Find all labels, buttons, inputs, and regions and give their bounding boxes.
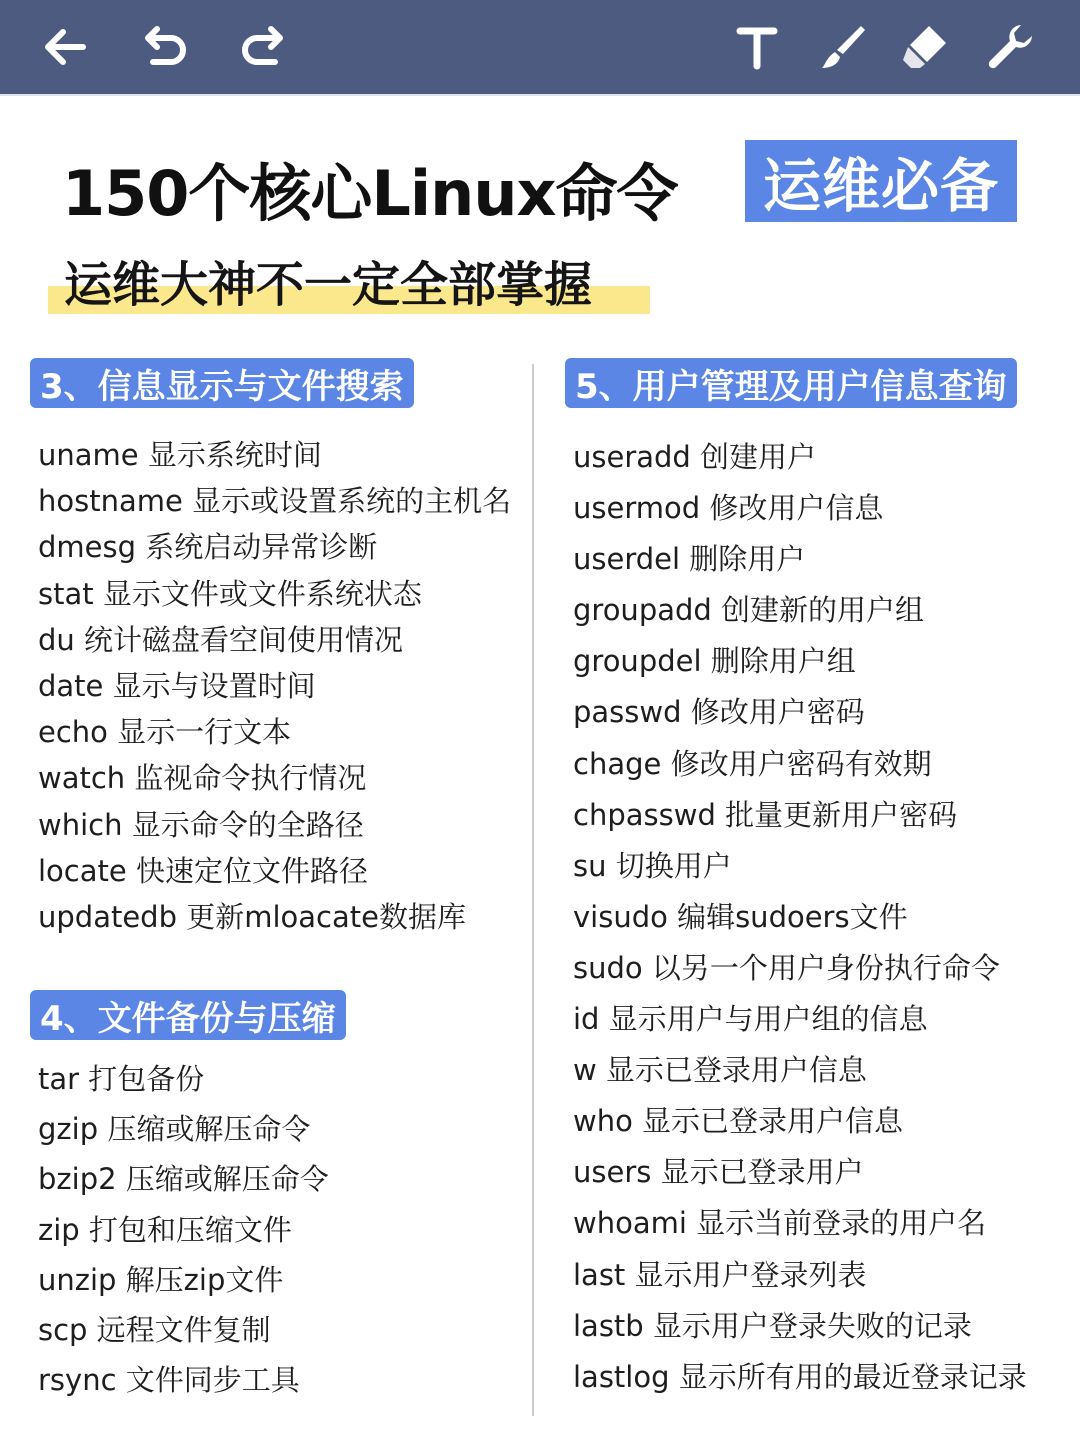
list-item: groupadd 创建新的用户组 — [573, 593, 925, 628]
list-item: id 显示用户与用户组的信息 — [573, 1002, 928, 1037]
list-item: userdel 删除用户 — [573, 542, 806, 577]
list-item: which 显示命令的全路径 — [38, 807, 364, 842]
list-item: passwd 修改用户密码 — [573, 695, 865, 730]
eraser-icon[interactable] — [890, 12, 960, 82]
list-item: tar 打包备份 — [38, 1062, 205, 1096]
title-row — [62, 148, 677, 228]
list-item: su 切换用户 — [573, 848, 732, 883]
column-divider — [532, 364, 534, 1416]
section-heading-user-mgmt: 5、用户管理及用户信息查询 — [565, 358, 1017, 408]
undo-icon[interactable] — [130, 12, 200, 82]
list-item: lastlog 显示所有用的最近登录记录 — [573, 1359, 1027, 1394]
page-subtitle: 运维大神不一定全部掌握 — [64, 257, 593, 313]
section-heading-info-search: 3、信息显示与文件搜索 — [30, 358, 414, 408]
editor-toolbar — [0, 0, 1080, 94]
list-item: last 显示用户登录列表 — [573, 1257, 867, 1292]
document-page — [0, 94, 1080, 1442]
list-item: hostname 显示或设置系统的主机名 — [38, 484, 512, 519]
list-item: useradd 创建用户 — [573, 440, 817, 474]
text-tool-icon[interactable] — [722, 12, 792, 82]
user-mgmt-list — [573, 440, 1027, 1411]
wrench-icon[interactable] — [975, 12, 1045, 82]
list-item: bzip2 压缩或解压命令 — [38, 1162, 329, 1197]
list-item: chage 修改用户密码有效期 — [573, 746, 932, 781]
list-item: stat 显示文件或文件系统状态 — [38, 576, 422, 611]
list-item: rsync 文件同步工具 — [38, 1363, 300, 1398]
brush-icon[interactable] — [808, 12, 878, 82]
list-item: who 显示已登录用户信息 — [573, 1104, 904, 1139]
list-item: gzip 压缩或解压命令 — [38, 1112, 311, 1147]
list-item: unzip 解压zip文件 — [38, 1262, 284, 1297]
list-item: groupdel 删除用户组 — [573, 644, 856, 679]
list-item: uname 显示系统时间 — [38, 438, 322, 472]
list-item: date 显示与设置时间 — [38, 668, 316, 703]
list-item: scp 远程文件复制 — [38, 1312, 271, 1347]
list-item: du 统计磁盘看空间使用情况 — [38, 622, 404, 657]
list-item: users 显示已登录用户 — [573, 1155, 864, 1190]
info-search-list — [38, 438, 511, 946]
list-item: locate 快速定位文件路径 — [38, 853, 368, 888]
page-title: 150个核心Linux命令 — [62, 156, 678, 230]
list-item: whoami 显示当前登录的用户名 — [573, 1206, 987, 1241]
list-item: sudo 以另一个用户身份执行命令 — [573, 950, 1000, 985]
list-item: zip 打包和压缩文件 — [38, 1212, 292, 1247]
redo-icon[interactable] — [228, 12, 298, 82]
list-item: visudo 编辑sudoers文件 — [573, 899, 908, 934]
list-item: lastb 显示用户登录失败的记录 — [573, 1308, 972, 1343]
backup-compress-list — [38, 1062, 329, 1413]
title-badge: 运维必备 — [745, 140, 1017, 222]
list-item: dmesg 系统启动异常诊断 — [38, 530, 378, 565]
list-item: chpasswd 批量更新用户密码 — [573, 797, 958, 832]
list-item: w 显示已登录用户信息 — [573, 1053, 867, 1088]
list-item: echo 显示一行文本 — [38, 715, 292, 750]
list-item: updatedb 更新mloacate数据库 — [38, 899, 466, 934]
subtitle-block — [48, 246, 592, 315]
list-item: watch 监视命令执行情况 — [38, 761, 367, 796]
back-arrow-icon[interactable] — [30, 12, 100, 82]
section-heading-backup-compress: 4、文件备份与压缩 — [30, 990, 346, 1040]
list-item: usermod 修改用户信息 — [573, 491, 884, 526]
